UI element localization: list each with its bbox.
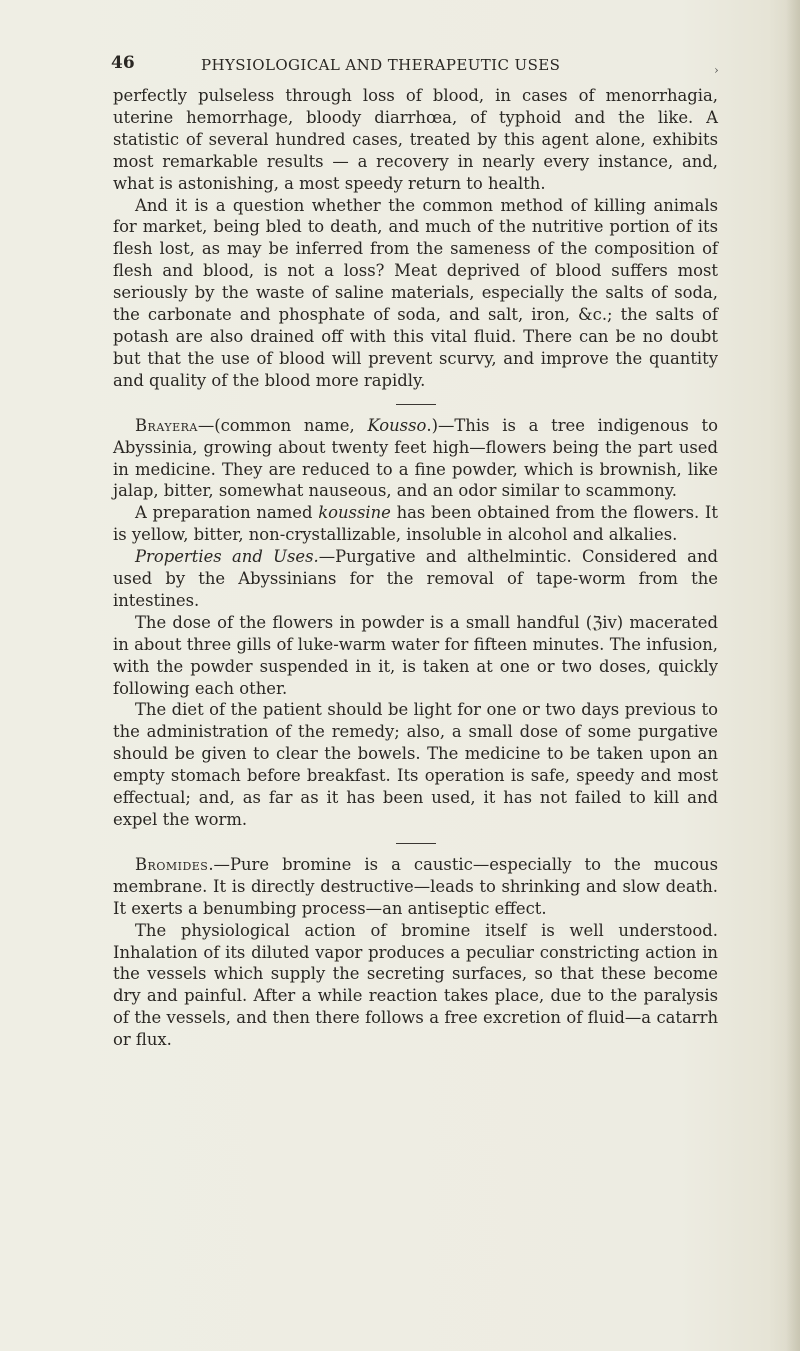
brayera-p2-b: has been obtained from the flowers. It is yellow, bitter, non-crystallizable, insoluble in alcohol and alkalies. [113,503,718,545]
intro-paragraph-2: And it is a question whether the common method of killing animals for market, being bled to death, and much of the nutritive portion of its flesh lost, as may be inferred from the sameness of the composition of flesh and blood, is not a loss? Meat deprived of blood suffers most seriously by the waste of saline materials, especially the salts of soda, the carbonate and phosphate of soda, and salt, iron, &c.; the salts of potash are also drained off with this vital fluid. There can be no doubt but that the use of blood will prevent scurvy, and improve the quantity and quality of the blood more rapidly. [113,195,718,390]
brayera-term: Brayera [135,415,198,435]
brayera-paragraph-5: The diet of the patient should be light for one or two days previous to the administration of the remedy; also, a small dose of some purgative should be given to clear the bowels. The medicine to be taken upon an empty stomach before breakfast. Its operation is safe, speedy and most effectual; and, as far as it has been used, it has not failed to kill and expel the worm. [113,700,718,829]
brayera-intro-b: .)—This is a tree indigenous to Abyssinia, growing about twenty feet high—flowers being the part used in medicine. They are reduced to a fine powder, which is brownish, like jalap, bitter, somewhat nauseous, and an odor similar to scammony. [113,415,718,501]
section-divider [396,404,436,405]
intro-paragraph-1: perfectly pulseless through loss of blood, in cases of menorrhagia, uterine hemorrhage, bloody diarrhœa, of typhoid and the like. A statistic of several hundred cases, treated by this agent alone, exhibits most remarkable results — a recovery in nearly every instance, and, what is astonishing, a most speedy return to health. [113,86,718,193]
koussine-term: koussine [318,503,391,523]
brayera-p2-a: A preparation named [135,503,319,523]
properties-uses-heading: Properties and Uses. [135,547,319,567]
bromides-paragraph-1 [113,854,718,920]
bromides-paragraph-2: The physiological action of bromine itself is well understood. Inhalation of its diluted vapor produces a peculiar constricting action in the vessels which supply the secreting surfaces, so that these become dry and painful. After a while reaction takes place, due to the paralysis of the vessels, and then there follows a free excretion of fluid—a catarrh or flux. [113,920,718,1050]
brayera-paragraph-3 [113,546,718,612]
page-body [113,85,718,1051]
section-divider [396,843,436,844]
stray-print-mark: › [714,63,719,77]
bromides-p1-rest: .—Pure bromine is a caustic—especially to the mucous membrane. It is directly destructive—leads to shrinking and slow death. It exerts a benumbing process—an antiseptic effect. [113,854,718,918]
brayera-paragraph-4: The dose of the flowers in powder is a small handful (ℨiv) macerated in about three gills of luke-warm water for fifteen minutes. The infusion, with the powder suspended in it, is taken at one or two doses, quickly following each other. [113,612,718,698]
brayera-p3-rest: —Purgative and althelmintic. Considered and used by the Abyssinians for the removal of tape-worm from the intestines. [113,547,718,610]
brayera-intro-a: —(common name, [197,415,368,435]
page-number: 46 [111,53,135,73]
brayera-common-name: Kousso [367,415,427,435]
page-edge-shadow [786,0,800,1351]
brayera-paragraph-2 [113,502,718,546]
running-head: PHYSIOLOGICAL AND THERAPEUTIC USES [201,56,561,74]
bromides-term: Bromides [135,854,209,874]
page-header [111,53,719,79]
brayera-paragraph-1 [113,415,718,503]
